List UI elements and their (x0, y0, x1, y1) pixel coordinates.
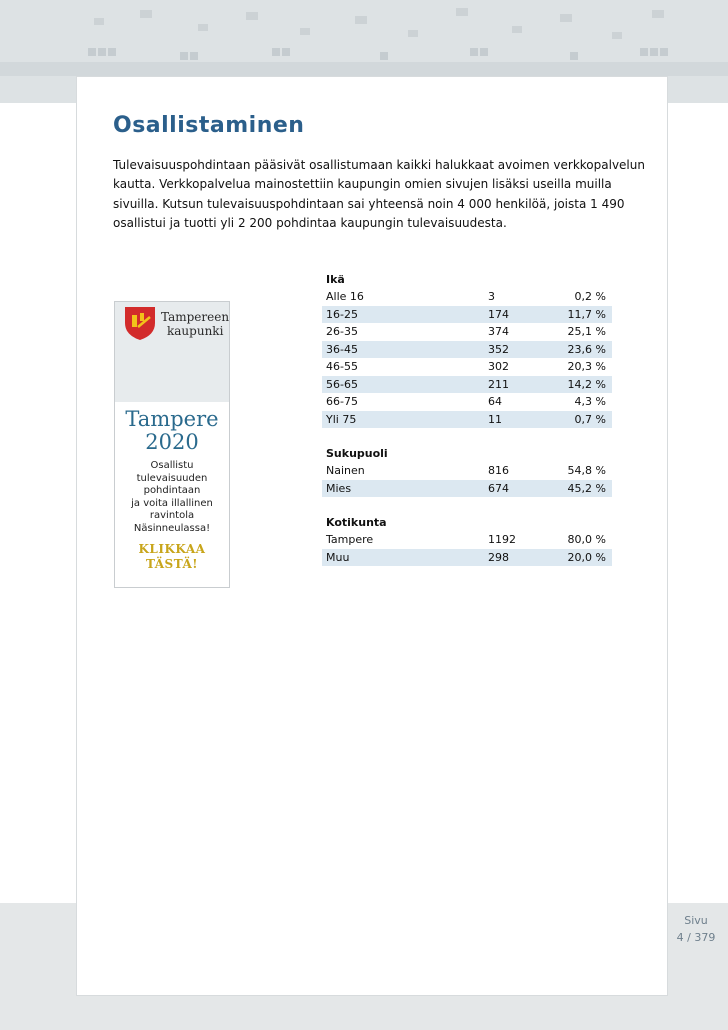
table-row (322, 462, 612, 480)
row-count: 674 (488, 481, 509, 495)
row-label: 46-55 (326, 360, 358, 373)
banner-invitation (115, 460, 229, 535)
row-label: Nainen (326, 464, 365, 477)
row-count: 1192 (488, 533, 516, 546)
page-counter: 4 / 379 (676, 931, 716, 944)
age-section-title: Ikä (326, 273, 345, 286)
table-row (322, 306, 612, 324)
row-percent: 25,1 % (567, 325, 606, 338)
table-row (322, 323, 612, 341)
row-label: 66-75 (326, 395, 358, 408)
table-row (322, 411, 612, 429)
table-row (322, 358, 612, 376)
banner-invite-line: tulevaisuuden (136, 472, 208, 484)
row-count: 352 (488, 342, 509, 356)
row-percent: 0,2 % (574, 290, 606, 303)
row-label: 16-25 (326, 307, 358, 321)
row-percent: 23,6 % (567, 342, 606, 356)
row-label: Tampere (326, 533, 374, 546)
page-label: Sivu (684, 914, 708, 927)
section-title: Osallistaminen (113, 113, 305, 138)
row-label: 26-35 (326, 325, 358, 338)
tampere-crest-icon (123, 305, 157, 341)
row-label: Yli 75 (326, 412, 357, 426)
banner-cta-line2[interactable]: TÄSTÄ! (145, 557, 199, 571)
banner-city-line1: Tampereen (161, 310, 230, 324)
row-label: 56-65 (326, 377, 358, 391)
row-label: Muu (326, 550, 350, 564)
banner-invite-line: ravintola (149, 510, 195, 521)
row-label: Mies (326, 481, 352, 495)
row-count: 64 (488, 395, 502, 408)
participant-statistics-table (322, 271, 612, 566)
row-percent: 80,0 % (567, 533, 606, 546)
row-percent: 20,0 % (567, 550, 606, 564)
row-percent: 4,3 % (574, 395, 606, 408)
intro-paragraph: Tulevaisuuspohdintaan pääsivät osallistumaan kaikki halukkaat avoimen verkkopalvelun kautta. Verkkopalvelua mainostettiin kaupungin omien sivujen lisäksi useilla muilla sivuilla. Kutsun tulevaisuuspohdintaan sai yhteensä noin 4 000 henkilöä, joista 1 490 osallistui ja tuotti yli 2 200 pohdintaa kaupungin tulevaisuudesta. (113, 158, 645, 230)
row-percent: 11,7 % (567, 307, 606, 321)
municipality-section-title: Kotikunta (326, 516, 387, 529)
page-number (668, 912, 724, 946)
row-percent: 54,8 % (567, 464, 606, 477)
table-row (322, 288, 612, 306)
table-row (322, 531, 612, 549)
table-row (322, 376, 612, 394)
banner-invite-line: pohdintaan (143, 485, 201, 496)
row-percent: 45,2 % (567, 481, 606, 495)
banner-headline-2: 2020 (145, 430, 199, 454)
row-count: 298 (488, 550, 509, 564)
row-count: 174 (488, 307, 509, 321)
row-count: 302 (488, 360, 509, 373)
table-row (322, 341, 612, 359)
banner-invite-line: ja voita illallinen (131, 497, 213, 509)
row-count: 374 (488, 325, 509, 338)
banner-city-line2: kaupunki (167, 324, 224, 338)
banner-cta-line1[interactable]: KLIKKAA (138, 542, 206, 556)
tampere-2020-banner-ad[interactable] (114, 301, 230, 588)
row-percent: 0,7 % (574, 412, 606, 426)
table-row (322, 480, 612, 498)
row-label: Alle 16 (326, 290, 364, 303)
row-percent: 20,3 % (567, 360, 606, 373)
banner-invite-line: Näsinneulassa! (133, 522, 211, 534)
banner-invite-line: Osallistu (150, 460, 194, 471)
banner-headline-1: Tampere (125, 407, 219, 431)
table-row (322, 393, 612, 411)
row-label: 36-45 (326, 342, 358, 356)
row-count: 11 (488, 412, 502, 426)
row-count: 816 (488, 464, 509, 477)
row-percent: 14,2 % (567, 377, 606, 391)
row-count: 211 (488, 377, 509, 391)
table-row (322, 549, 612, 567)
gender-section-title: Sukupuoli (326, 447, 388, 460)
row-count: 3 (488, 290, 495, 303)
